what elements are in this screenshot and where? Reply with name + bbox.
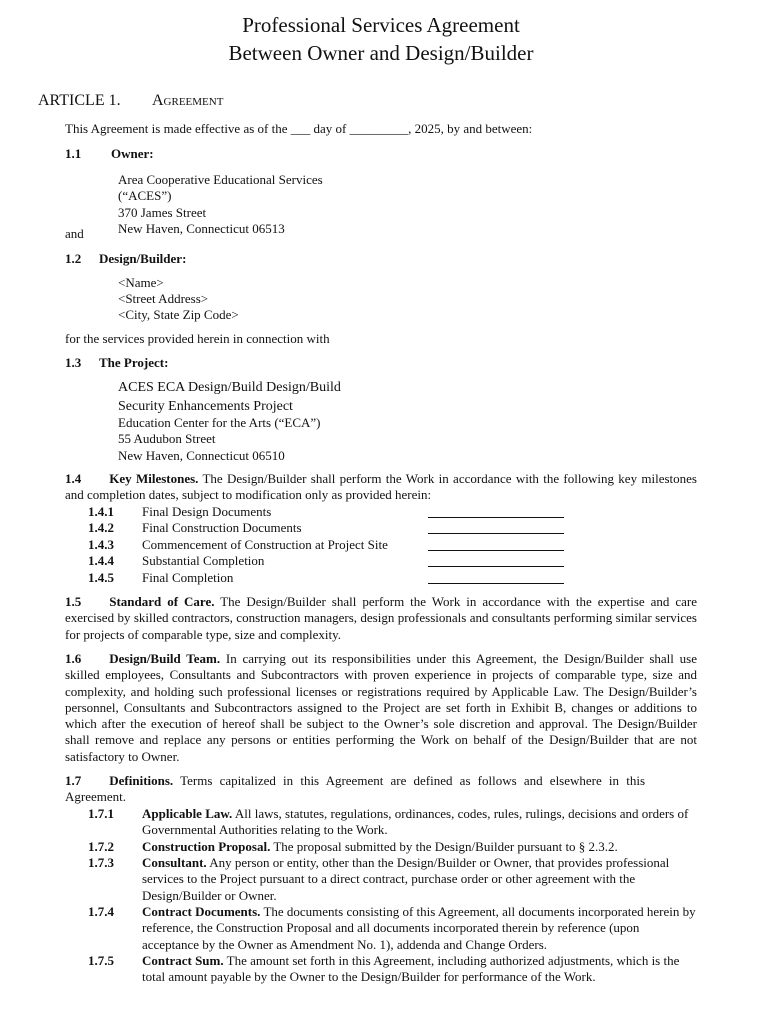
milestones-num: 1.4 bbox=[65, 471, 82, 486]
project-line: Security Enhancements Project bbox=[118, 399, 293, 414]
team-paragraph bbox=[65, 651, 697, 765]
owner-line: Area Cooperative Educational Services bbox=[118, 172, 323, 187]
definition-term: Contract Sum. bbox=[142, 953, 224, 968]
design-builder-label: Design/Builder: bbox=[99, 251, 187, 266]
milestone-label: Substantial Completion bbox=[142, 553, 265, 568]
standard-text: The Design/Builder shall perform the Work in accordance with the expertise and care exercised by skilled contractors, construction managers, design professionals and consultants performing similar services for projects of comparable type, size and complexity. bbox=[65, 594, 697, 642]
definition-text: All laws, statutes, regulations, ordinances, codes, rules, rulings, decisions and orders of Governmental Authorities relating to the Work. bbox=[142, 806, 689, 838]
owner-line: 370 James Street bbox=[118, 205, 207, 220]
definition-item bbox=[142, 839, 698, 855]
definition-term: Contract Documents. bbox=[142, 904, 261, 919]
and-text: and bbox=[65, 226, 84, 241]
definition-num: 1.7.5 bbox=[88, 953, 114, 968]
definitions-paragraph bbox=[65, 773, 645, 806]
article-name: Agreement bbox=[152, 92, 224, 109]
definition-item bbox=[142, 904, 698, 953]
title-line-2: Between Owner and Design/Builder bbox=[228, 41, 534, 65]
definition-num: 1.7.3 bbox=[88, 855, 114, 870]
definitions-num: 1.7 bbox=[65, 773, 82, 788]
project-line: Education Center for the Arts (“ECA”) bbox=[118, 415, 321, 430]
milestone-num: 1.4.5 bbox=[88, 570, 114, 585]
team-text: In carrying out its responsibilities under this Agreement, the Design/Builder shall use skilled employees, Consultants and Subcontractors with proven experience in projects of comparable type, size and complexity, and holding such professional licenses or registrations required by Applicable Law. The Design/Builder’s personnel, Consultants and Subcontractors assigned to the Project are set forth in Exhibit B, changes or additions to which after the execution of hereof shall be subject to the Owner’s sole discretion and approval. The Design/Builder shall remove and replace any persons or entities performing the Work on behalf of the Design/Builder that are not satisfactory to Owner. bbox=[65, 651, 697, 764]
milestones-paragraph bbox=[65, 471, 697, 504]
owner-line: (“ACES”) bbox=[118, 188, 172, 203]
definition-term: Applicable Law. bbox=[142, 806, 233, 821]
definition-num: 1.7.1 bbox=[88, 806, 114, 821]
definition-item bbox=[142, 806, 698, 839]
standard-num: 1.5 bbox=[65, 594, 82, 609]
milestone-date-blank bbox=[428, 533, 564, 534]
title-line-1: Professional Services Agreement bbox=[242, 13, 520, 37]
definition-num: 1.7.4 bbox=[88, 904, 114, 919]
milestones-text: The Design/Builder shall perform the Work in accordance with the following key milestones and completion dates, subject to modification only as provided herein: bbox=[65, 471, 697, 503]
definition-num: 1.7.2 bbox=[88, 839, 114, 854]
milestone-label: Final Design Documents bbox=[142, 504, 272, 519]
definition-item bbox=[142, 855, 698, 904]
project-num: 1.3 bbox=[65, 355, 82, 370]
services-text: for the services provided herein in connection with bbox=[65, 331, 330, 346]
definitions-text: Terms capitalized in this Agreement are defined as follows and elsewhere in this Agreement. bbox=[65, 773, 645, 805]
milestone-date-blank bbox=[428, 583, 564, 584]
milestone-date-blank bbox=[428, 550, 564, 551]
team-num: 1.6 bbox=[65, 651, 82, 666]
design-builder-num: 1.2 bbox=[65, 251, 82, 266]
definition-text: Any person or entity, other than the Design/Builder or Owner, that provides professional services to the Project pursuant to a direct contract, purchase order or other agreement with the Design/Builder or Owner. bbox=[142, 855, 670, 903]
milestone-label: Final Completion bbox=[142, 570, 234, 585]
article-number: ARTICLE 1. bbox=[38, 92, 121, 109]
milestone-num: 1.4.4 bbox=[88, 553, 114, 568]
milestone-num: 1.4.3 bbox=[88, 537, 114, 552]
milestone-date-blank bbox=[428, 566, 564, 567]
milestone-label: Commencement of Construction at Project Site bbox=[142, 537, 388, 552]
milestones-heading: Key Milestones. bbox=[109, 471, 199, 486]
standard-paragraph bbox=[65, 594, 697, 643]
project-line: ACES ECA Design/Build Design/Build bbox=[118, 380, 341, 395]
project-line: New Haven, Connecticut 06510 bbox=[118, 448, 285, 463]
milestone-num: 1.4.2 bbox=[88, 520, 114, 535]
owner-line: New Haven, Connecticut 06513 bbox=[118, 221, 285, 236]
milestone-num: 1.4.1 bbox=[88, 504, 114, 519]
project-line: 55 Audubon Street bbox=[118, 431, 216, 446]
team-heading: Design/Build Team. bbox=[109, 651, 221, 666]
milestone-date-blank bbox=[428, 517, 564, 518]
definition-text: The amount set forth in this Agreement, including authorized adjustments, which is the total amount payable by the Owner to the Design/Builder for performance of the Work. bbox=[142, 953, 680, 985]
design-builder-line: <City, State Zip Code> bbox=[118, 307, 239, 322]
project-label: The Project: bbox=[99, 355, 169, 370]
definition-text: The documents consisting of this Agreement, all documents incorporated herein by reference, the Construction Proposal and all documents incorporated therein by reference (upon acceptance by the Owner as Amendment No. 1), addenda and Change Orders. bbox=[142, 904, 696, 952]
design-builder-line: <Street Address> bbox=[118, 291, 209, 306]
intro-text: This Agreement is made effective as of the ___ day of _________, 2025, by and between: bbox=[65, 121, 533, 136]
definition-item bbox=[142, 953, 698, 986]
owner-num: 1.1 bbox=[65, 146, 82, 161]
definition-term: Construction Proposal. bbox=[142, 839, 271, 854]
standard-heading: Standard of Care. bbox=[109, 594, 215, 609]
definitions-heading: Definitions. bbox=[109, 773, 174, 788]
definition-term: Consultant. bbox=[142, 855, 207, 870]
design-builder-line: <Name> bbox=[118, 275, 164, 290]
definition-text: The proposal submitted by the Design/Builder pursuant to § 2.3.2. bbox=[273, 839, 618, 854]
owner-label: Owner: bbox=[111, 146, 154, 161]
milestone-label: Final Construction Documents bbox=[142, 520, 302, 535]
